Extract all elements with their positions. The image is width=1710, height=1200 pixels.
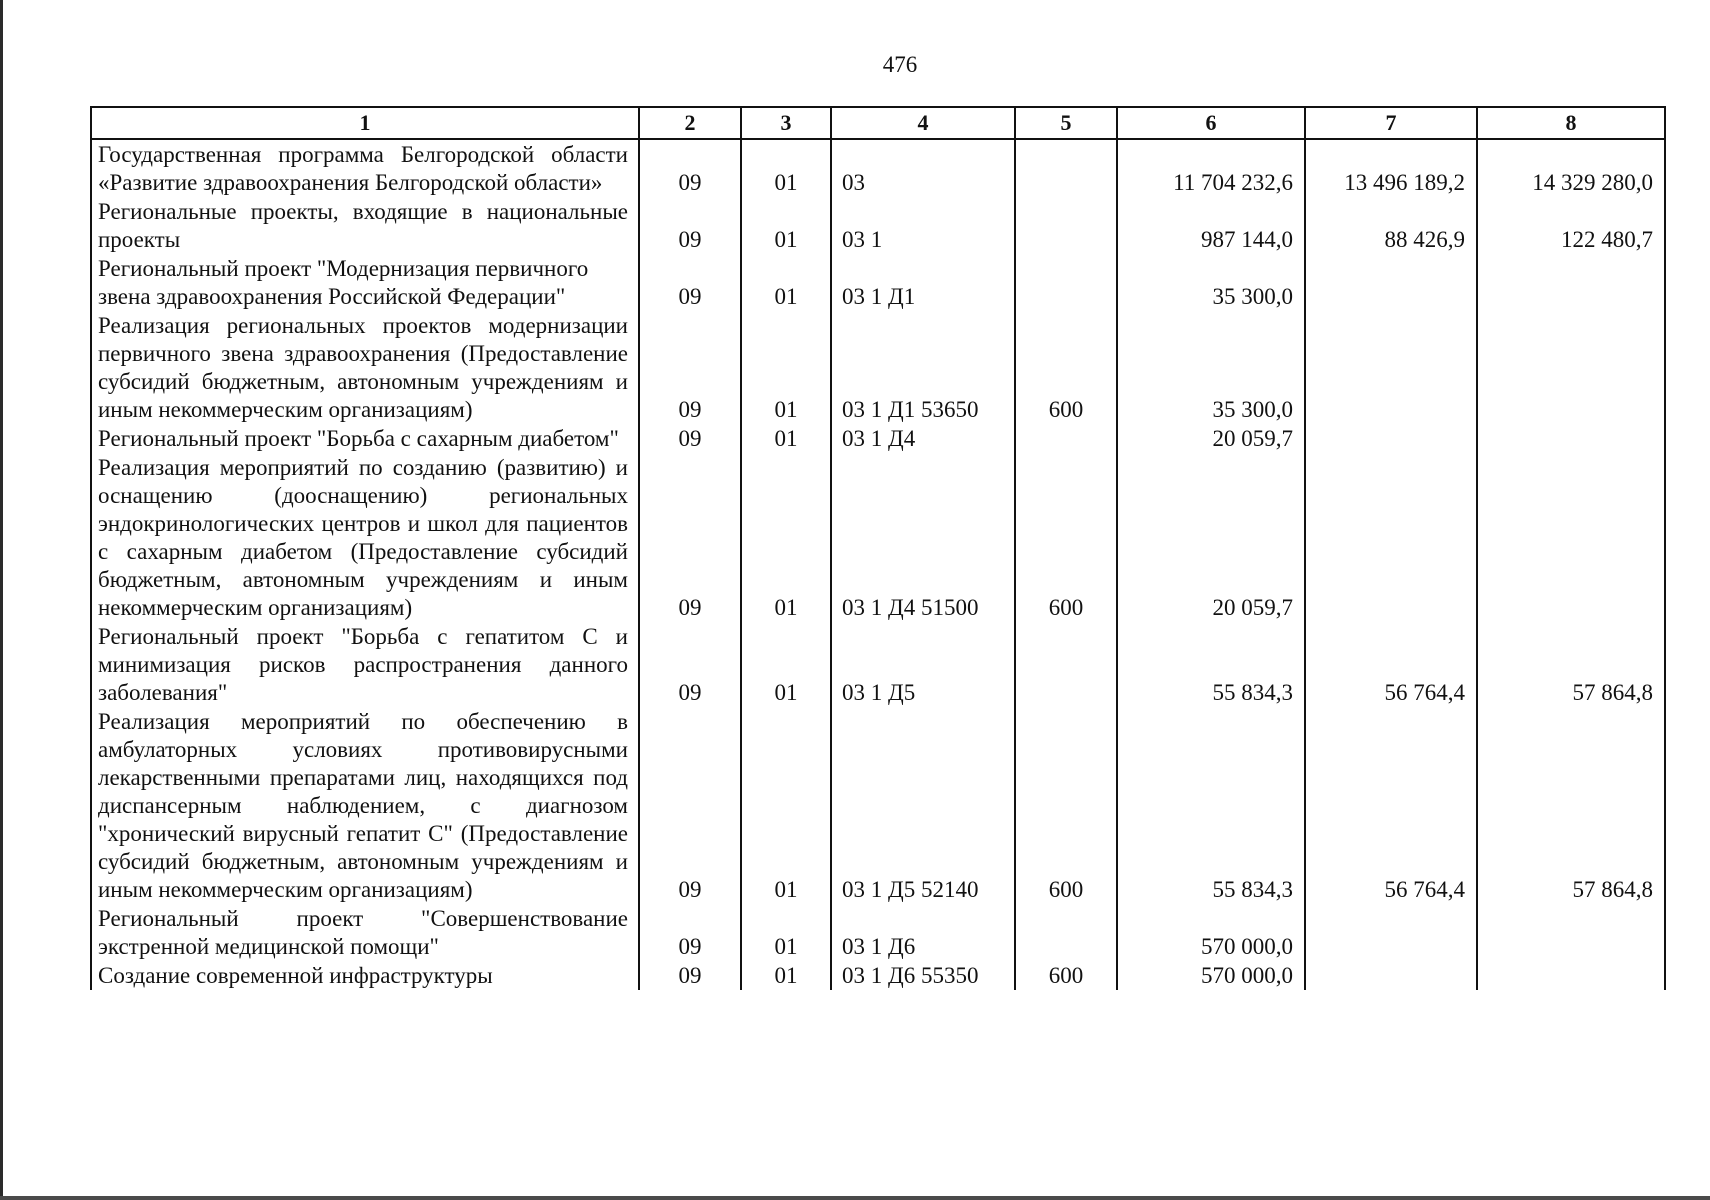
- row-name: Региональный проект "Борьба с сахарным диабетом": [91, 424, 639, 453]
- row-expense-type: [1015, 622, 1117, 707]
- row-name: Региональный проект "Модернизация первичного звена здравоохранения Российской Федерации": [91, 254, 639, 311]
- row-value-6: 11 704 232,6: [1117, 139, 1305, 197]
- row-section: 09: [639, 707, 741, 904]
- row-name: Региональный проект "Совершенствование экстренной медицинской помощи": [91, 904, 639, 961]
- row-value-7: [1305, 904, 1477, 961]
- column-header-4: 4: [831, 107, 1015, 139]
- row-section: 09: [639, 961, 741, 990]
- row-name: Региональные проекты, входящие в национальные проекты: [91, 197, 639, 254]
- row-expense-type: [1015, 424, 1117, 453]
- row-value-7: [1305, 961, 1477, 990]
- row-value-7: 13 496 189,2: [1305, 139, 1477, 197]
- row-section: 09: [639, 311, 741, 424]
- row-section: 09: [639, 622, 741, 707]
- table-row: [91, 197, 1665, 254]
- column-header-1: 1: [91, 107, 639, 139]
- row-expense-type: 600: [1015, 311, 1117, 424]
- row-name: Создание современной инфраструктуры: [91, 961, 639, 990]
- row-expense-type: [1015, 197, 1117, 254]
- table-header-row: [91, 107, 1665, 139]
- row-name: Реализация мероприятий по созданию (развитию) и оснащению (дооснащению) региональных эндокринологических центров и школ для пациентов с сахарным диабетом (Предоставление субсидий бюджетным, автономным учреждениям и иным некоммерческим организациям): [91, 453, 639, 622]
- row-subsection: 01: [741, 254, 831, 311]
- row-target-code: 03 1 Д4 51500: [831, 453, 1015, 622]
- row-section: 09: [639, 424, 741, 453]
- table-row: [91, 254, 1665, 311]
- row-value-7: [1305, 424, 1477, 453]
- row-value-8: 14 329 280,0: [1477, 139, 1665, 197]
- row-value-8: [1477, 254, 1665, 311]
- row-subsection: 01: [741, 424, 831, 453]
- row-section: 09: [639, 453, 741, 622]
- row-value-7: 88 426,9: [1305, 197, 1477, 254]
- scan-edge-left: [0, 0, 3, 1200]
- row-target-code: 03 1 Д4: [831, 424, 1015, 453]
- row-value-8: 57 864,8: [1477, 707, 1665, 904]
- row-subsection: 01: [741, 311, 831, 424]
- row-value-6: 570 000,0: [1117, 961, 1305, 990]
- row-subsection: 01: [741, 904, 831, 961]
- table-row: [91, 424, 1665, 453]
- row-name: Реализация мероприятий по обеспечению в амбулаторных условиях противовирусными лекарственными препаратами лиц, находящихся под диспансерным наблюдением, с диагнозом "хронический вирусный гепатит С" (Предоставление субсидий бюджетным, автономным учреждениям и иным некоммерческим организациям): [91, 707, 639, 904]
- row-subsection: 01: [741, 961, 831, 990]
- column-header-7: 7: [1305, 107, 1477, 139]
- row-value-8: 57 864,8: [1477, 622, 1665, 707]
- row-value-7: [1305, 453, 1477, 622]
- row-target-code: 03 1 Д1 53650: [831, 311, 1015, 424]
- row-expense-type: 600: [1015, 707, 1117, 904]
- row-target-code: 03 1 Д5 52140: [831, 707, 1015, 904]
- row-name: Государственная программа Белгородской области «Развитие здравоохранения Белгородской области»: [91, 139, 639, 197]
- row-value-8: [1477, 961, 1665, 990]
- row-value-6: 35 300,0: [1117, 254, 1305, 311]
- table-row: [91, 139, 1665, 197]
- row-expense-type: [1015, 904, 1117, 961]
- budget-table: [90, 106, 1666, 990]
- scan-edge-bottom: [0, 1196, 1710, 1200]
- row-value-7: [1305, 311, 1477, 424]
- row-target-code: 03 1: [831, 197, 1015, 254]
- row-expense-type: [1015, 254, 1117, 311]
- page-number: 476: [882, 52, 918, 77]
- row-value-7: [1305, 254, 1477, 311]
- row-value-8: 122 480,7: [1477, 197, 1665, 254]
- row-value-6: 987 144,0: [1117, 197, 1305, 254]
- row-expense-type: [1015, 139, 1117, 197]
- row-value-8: [1477, 453, 1665, 622]
- table-row: [91, 904, 1665, 961]
- table-row: [91, 453, 1665, 622]
- row-expense-type: 600: [1015, 453, 1117, 622]
- row-target-code: 03 1 Д1: [831, 254, 1015, 311]
- row-value-6: 55 834,3: [1117, 707, 1305, 904]
- row-value-8: [1477, 424, 1665, 453]
- row-target-code: 03: [831, 139, 1015, 197]
- row-value-6: 20 059,7: [1117, 424, 1305, 453]
- row-section: 09: [639, 254, 741, 311]
- table-row: [91, 961, 1665, 990]
- row-expense-type: 600: [1015, 961, 1117, 990]
- row-section: 09: [639, 197, 741, 254]
- column-header-6: 6: [1117, 107, 1305, 139]
- row-target-code: 03 1 Д5: [831, 622, 1015, 707]
- row-value-8: [1477, 311, 1665, 424]
- row-section: 09: [639, 139, 741, 197]
- row-value-6: 20 059,7: [1117, 453, 1305, 622]
- column-header-2: 2: [639, 107, 741, 139]
- row-subsection: 01: [741, 197, 831, 254]
- row-value-7: 56 764,4: [1305, 622, 1477, 707]
- table-row: [91, 311, 1665, 424]
- row-value-7: 56 764,4: [1305, 707, 1477, 904]
- budget-table-frame: [90, 106, 1664, 990]
- table-row: [91, 707, 1665, 904]
- row-name: Реализация региональных проектов модернизации первичного звена здравоохранения (Предоставление субсидий бюджетным, автономным учреждениям и иным некоммерческим организациям): [91, 311, 639, 424]
- column-header-8: 8: [1477, 107, 1665, 139]
- row-value-8: [1477, 904, 1665, 961]
- row-subsection: 01: [741, 707, 831, 904]
- row-value-6: 55 834,3: [1117, 622, 1305, 707]
- row-section: 09: [639, 904, 741, 961]
- row-name: Региональный проект "Борьба с гепатитом С и минимизация рисков распространения данного заболевания": [91, 622, 639, 707]
- row-target-code: 03 1 Д6 55350: [831, 961, 1015, 990]
- row-target-code: 03 1 Д6: [831, 904, 1015, 961]
- row-value-6: 570 000,0: [1117, 904, 1305, 961]
- table-row: [91, 622, 1665, 707]
- column-header-5: 5: [1015, 107, 1117, 139]
- column-header-3: 3: [741, 107, 831, 139]
- row-subsection: 01: [741, 453, 831, 622]
- row-subsection: 01: [741, 139, 831, 197]
- row-subsection: 01: [741, 622, 831, 707]
- row-value-6: 35 300,0: [1117, 311, 1305, 424]
